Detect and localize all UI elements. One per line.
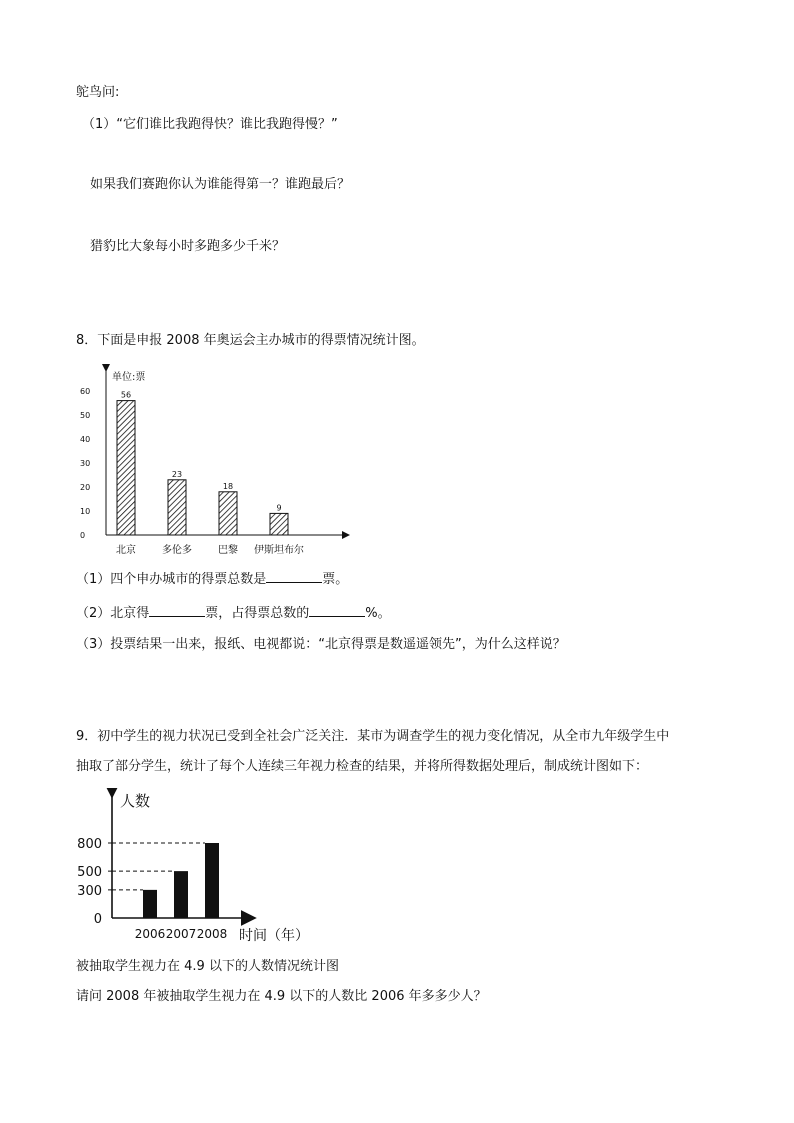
y-tick-label: 40 [80,435,91,444]
y-tick-label: 30 [80,459,91,468]
bar [174,871,188,918]
bar-value-label: 23 [171,469,183,479]
percentage-blank[interactable] [309,604,365,617]
problem-9-question: 请问 2008 年被抽取学生视力在 4.9 以下的人数比 2006 年多多少人？ [76,989,487,1004]
y-tick-label: 20 [80,483,91,492]
ostrich-asks-text: 鸵鸟问: [76,85,120,100]
total-votes-blank[interactable] [266,570,322,583]
problem-8-q3: （3）投票结果一出来，报纸、电视都说：“北京得票是数遥遥领先”，为什么这样说？ [76,637,566,652]
vote-chart [70,362,360,562]
category-label: 伊斯坦布尔 [254,545,304,556]
category-label: 2007 [165,927,197,941]
bar [219,492,237,535]
bar [143,890,157,918]
problem-8-q1 [76,570,348,589]
category-label: 北京 [116,545,136,556]
question-3-text: 猎豹比大象每小时多跑多少千米？ [90,239,286,254]
y-tick-label: 0 [80,531,86,540]
problem-8-title: 8．下面是申报 2008 年奥运会主办城市的得票情况统计图。 [76,333,425,348]
category-label: 多伦多 [162,545,192,556]
problem-8-q2 [76,604,391,623]
chart-caption: 被抽取学生视力在 4.9 以下的人数情况统计图 [76,959,339,974]
category-label: 2008 [196,927,228,941]
unit-label: 单位:票 [112,372,146,383]
y-tick-label: 300 [77,883,102,899]
question-2-text: 如果我们赛跑你认为谁能得第一？谁跑最后？ [90,177,351,192]
question-1-text: （1）“它们谁比我跑得快？谁比我跑得慢？” [82,117,338,132]
y-tick-label: 500 [77,865,102,881]
problem-9-line-1: 9．初中学生的视力状况已受到全社会广泛关注．某市为调查学生的视力变化情况，从全市九年级学生中 [76,729,670,744]
y-axis-label: 人数 [120,792,151,810]
bar [205,843,219,918]
bar [270,513,288,535]
bar-value-label: 56 [120,390,132,400]
q1-suffix: 票。 [322,572,349,587]
problem-9-line-2: 抽取了部分学生，统计了每个人连续三年视力检查的结果，并将所得数据处理后，制成统计图如下： [76,759,649,774]
beijing-votes-blank[interactable] [149,604,205,617]
y-tick-label: 10 [80,507,91,516]
q2-part-a: （2）北京得 [76,606,150,621]
y-tick-label: 50 [80,411,91,420]
q2-part-c: %。 [365,606,391,621]
q2-part-b: 票，占得票总数的 [205,606,310,621]
y-tick-label: 60 [80,387,91,396]
y-tick-label: 800 [77,837,102,852]
y-tick-label: 0 [93,912,102,927]
bar-value-label: 18 [222,481,234,491]
x-axis-label: 时间（年） [239,928,309,944]
category-label: 2006 [134,927,166,941]
category-label: 巴黎 [218,545,238,556]
bar [168,480,186,535]
q1-prefix: （1）四个申办城市的得票总数是 [76,572,267,587]
bar-value-label: 9 [276,503,282,513]
vision-chart [74,788,334,948]
bar [117,401,135,535]
